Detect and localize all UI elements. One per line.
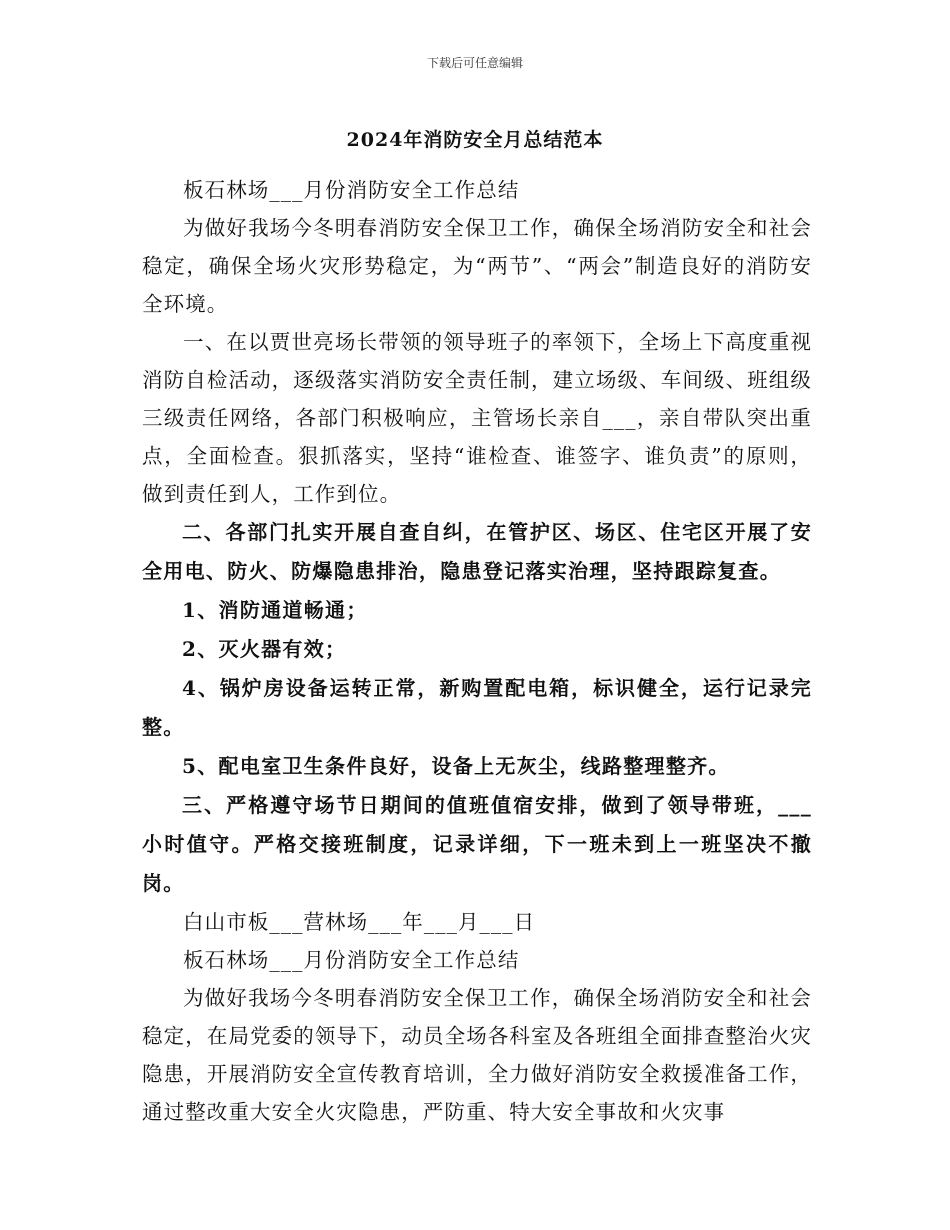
paragraph-5: 1、消防通道畅通；	[182, 598, 368, 622]
paragraph-1: 板石林场___月份消防安全工作总结	[183, 178, 520, 202]
paragraph-11: 板石林场___月份消防安全工作总结	[183, 948, 520, 972]
paragraph-3: 一、在以贾世亮场长带领的领导班子的率领下，全场上下高度重视消防自检活动，逐级落实消防安全责任制，建立场级、车间级、班组级三级责任网络，各部门积极响应，主管场长亲自___，亲自带队突出重点，全面检查。狠抓落实，坚持“谁检查、谁签字、谁负责”的原则，做到责任到人，工作到位。	[142, 330, 812, 506]
paragraph-7: 4、锅炉房设备运转正常，新购置配电箱，标识健全，运行记录完整。	[142, 676, 812, 739]
paragraph-12: 为做好我场今冬明春消防安全保卫工作，确保全场消防安全和社会稳定，在局党委的领导下，动员全场各科室及各班组全面排查整治火灾隐患，开展消防安全宣传教育培训，全力做好消防安全救援准备工作，通过整改重大安全火灾隐患，严防重、特大安全事故和火灾事	[142, 986, 812, 1124]
paragraph-9: 三、严格遵守场节日期间的值班值宿安排，做到了领导带班，___小时值守。严格交接班制度，记录详细，下一班未到上一班坚决不撤岗。	[142, 793, 812, 895]
document-body	[142, 171, 812, 1131]
paragraph-4: 二、各部门扎实开展自查自纠，在管护区、场区、住宅区开展了安全用电、防火、防爆隐患排治，隐患登记落实治理，坚持跟踪复查。	[142, 520, 812, 583]
paragraph-8: 5、配电室卫生条件良好，设备上无灰尘，线路整理整齐。	[182, 754, 730, 778]
paragraph-6: 2、灭火器有效；	[182, 637, 347, 661]
paragraph-2: 为做好我场今冬明春消防安全保卫工作，确保全场消防安全和社会稳定，确保全场火灾形势稳定，为“两节”、“两会”制造良好的消防安全环境。	[142, 216, 812, 316]
document-title: 2024年消防安全月总结范本	[346, 129, 604, 151]
paragraph-10: 白山市板___营林场___年___月___日	[183, 910, 536, 934]
page-header-note: 下载后可任意编辑	[426, 56, 523, 70]
